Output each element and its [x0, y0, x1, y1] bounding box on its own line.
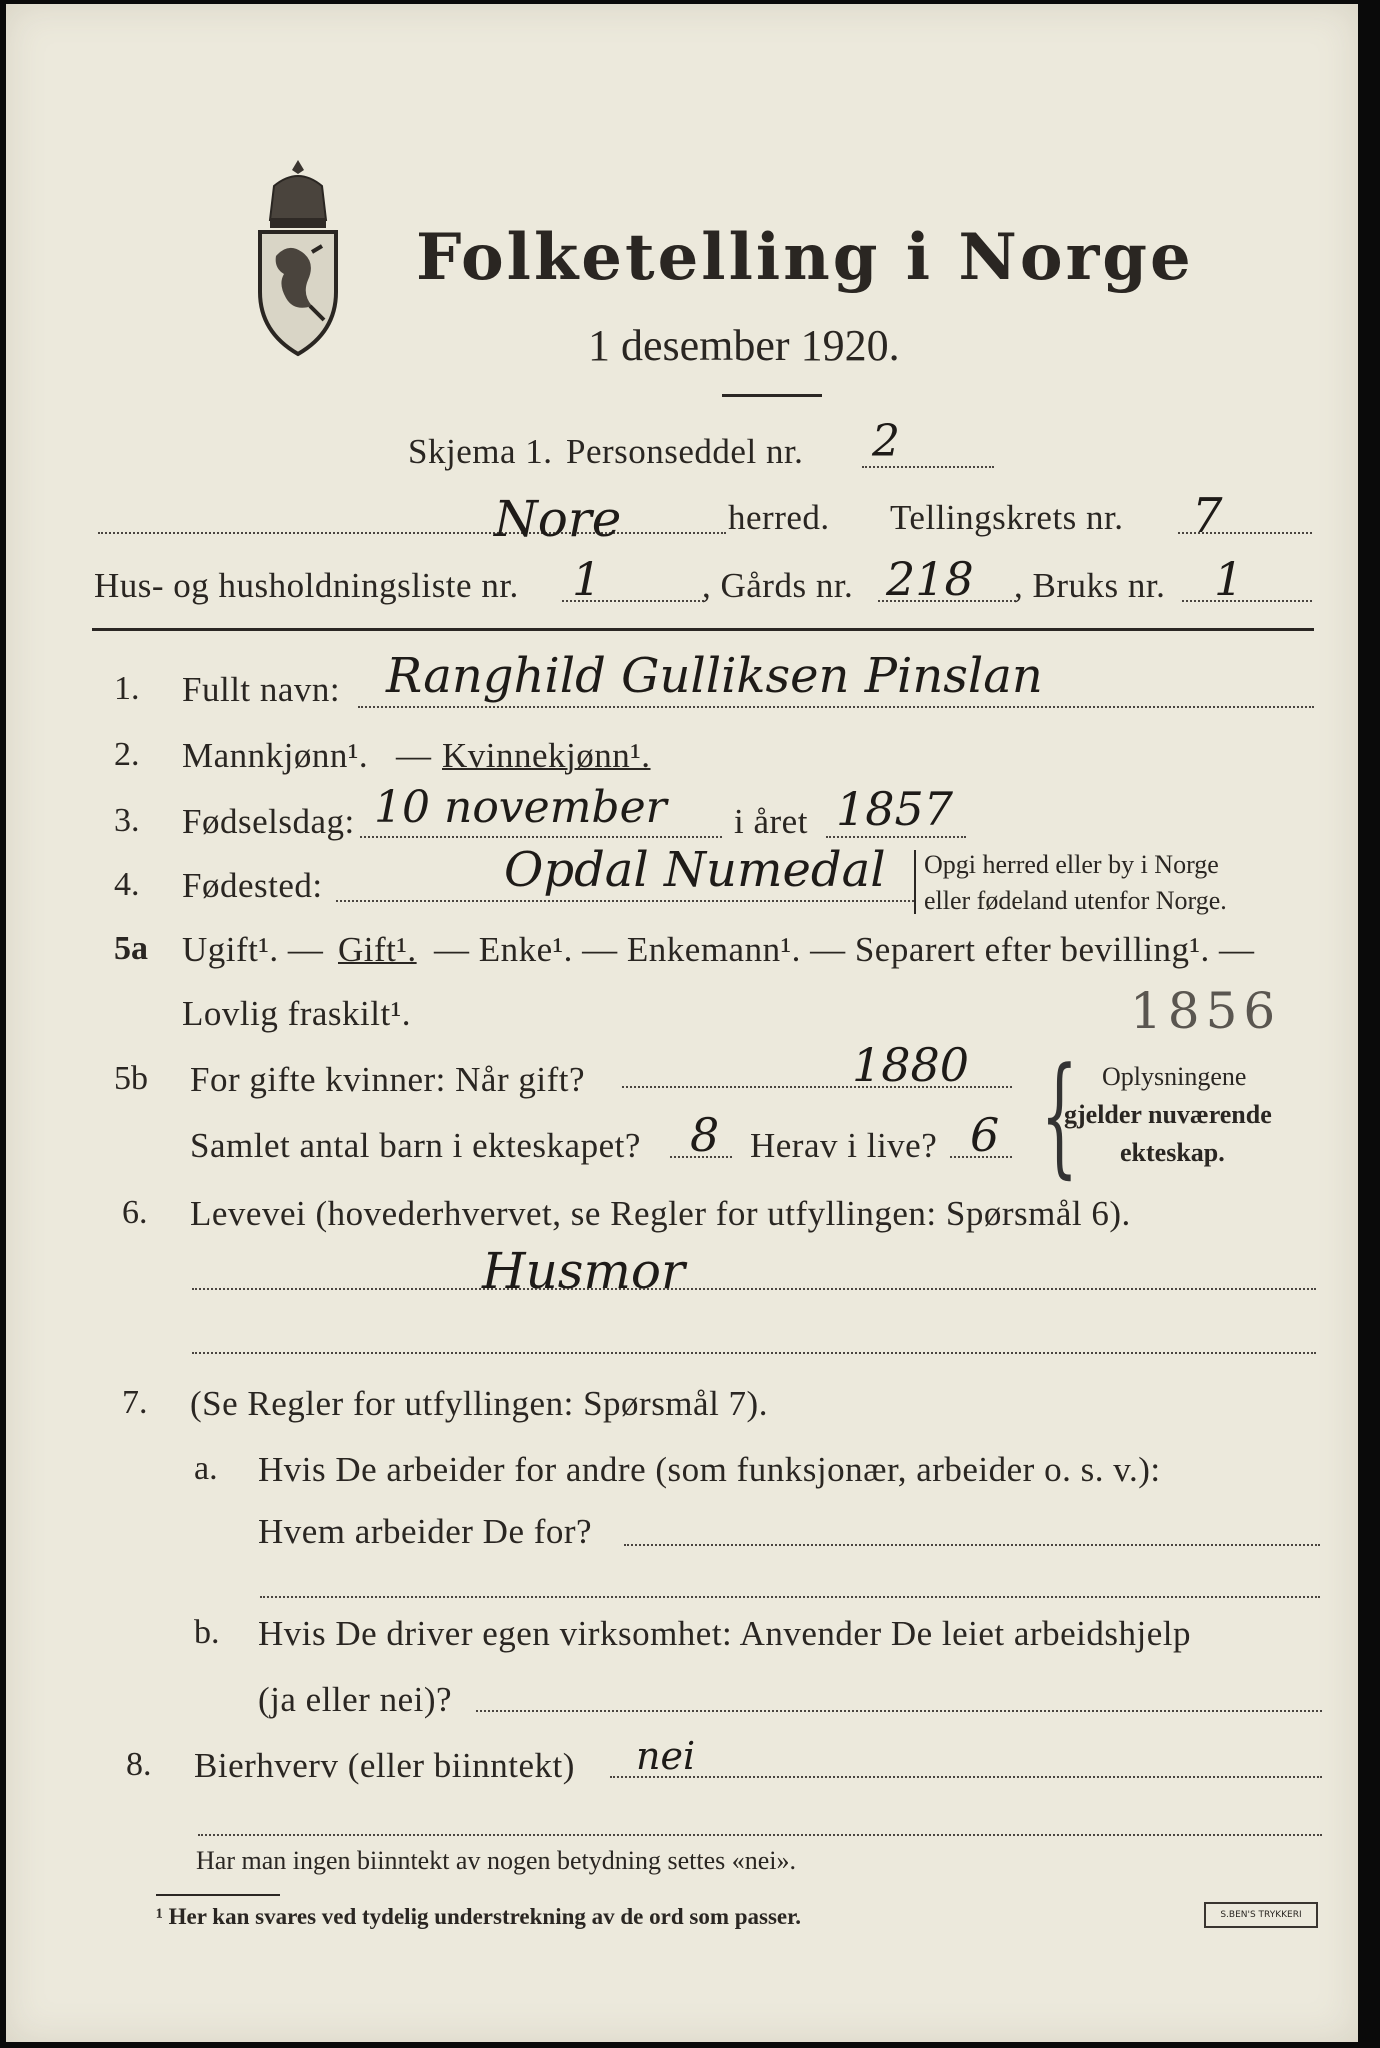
q7a-employer-label: Hvem arbeider De for?	[258, 1512, 593, 1551]
q4-line	[336, 900, 914, 902]
q7-number: 7.	[122, 1384, 148, 1421]
q3-number: 3.	[114, 802, 140, 839]
q5b-children-line	[670, 1156, 732, 1158]
gards-value: 218	[886, 552, 974, 606]
q4-birthplace-value: Opdal Numedal	[504, 842, 886, 898]
q5a-married-option-selected: Gift¹.	[338, 930, 417, 969]
bruks-line	[1182, 600, 1312, 602]
q5b-number: 5b	[114, 1060, 148, 1097]
q3-year-line	[826, 836, 966, 838]
footnote: ¹ Her kan svares ved tydelig understrekning av de ord som passer.	[156, 1904, 801, 1929]
q8-label: Bierhverv (eller biinntekt)	[194, 1746, 575, 1785]
q4-note-bracket	[914, 850, 916, 914]
census-date: 1 desember 1920.	[588, 321, 900, 370]
q5b-alive-label: Herav i live?	[750, 1126, 938, 1165]
gards-label: , Gårds nr.	[702, 566, 854, 605]
q5b-children-label: Samlet antal barn i ekteskapet?	[190, 1126, 641, 1165]
q4-note-line2: eller fødeland utenfor Norge.	[924, 886, 1227, 915]
q5b-marriage-year-value: 1880	[852, 1038, 970, 1092]
q8-line2	[198, 1834, 1322, 1836]
title-divider	[722, 394, 822, 397]
q5b-note-line3: ekteskap.	[1120, 1138, 1225, 1167]
q2-dash: —	[396, 736, 432, 775]
q8-number: 8.	[126, 1746, 152, 1783]
q5a-margin-year: 1856	[1130, 982, 1282, 1040]
printer-stamp	[1204, 1902, 1318, 1928]
herred-value: Nore	[494, 490, 622, 548]
q1-number: 1.	[114, 670, 140, 707]
q6-label: Levevei (hovederhvervet, se Regler for utfyllingen: Spørsmål 6).	[190, 1194, 1131, 1233]
bruks-label: , Bruks nr.	[1014, 566, 1166, 605]
q3-line	[360, 836, 722, 838]
q3-year-value: 1857	[836, 782, 954, 836]
q7b-text: Hvis De driver egen virksomhet: Anvender De leiet arbeidshjelp	[258, 1614, 1191, 1653]
q4-label: Fødested:	[182, 866, 323, 905]
q3-birthday-value: 10 november	[374, 782, 667, 833]
q5a-other-options: — Enke¹. — Enkemann¹. — Separert efter bevilling¹. —	[434, 930, 1255, 969]
q5b-label: For gifte kvinner: Når gift?	[190, 1060, 586, 1099]
q4-note-line1: Opgi herred eller by i Norge	[924, 850, 1219, 879]
husliste-line	[562, 600, 704, 602]
husliste-label: Hus- og husholdningsliste nr.	[94, 566, 519, 605]
bruks-value: 1	[1214, 552, 1244, 606]
q3-label: Fødselsdag:	[182, 802, 355, 841]
schema-label: Skjema 1.	[408, 432, 553, 471]
q5b-line	[622, 1086, 1012, 1088]
herred-line	[98, 532, 726, 534]
q5b-note-line2: gjelder nuværende	[1064, 1100, 1272, 1129]
q1-line	[358, 706, 1314, 708]
tellingskrets-label: Tellingskrets nr.	[890, 498, 1124, 537]
husliste-value: 1	[572, 552, 602, 606]
q2-male-option: Mannkjønn¹.	[182, 736, 369, 775]
personseddel-label: Personseddel nr.	[566, 432, 804, 471]
footer-note: Har man ingen biinntekt av nogen betydning settes «nei».	[196, 1846, 797, 1875]
footnote-divider	[156, 1894, 280, 1896]
q3-year-label: i året	[734, 802, 808, 841]
printer-stamp-text: S.BEN'S TRYKKERI	[1220, 1910, 1302, 1920]
q4-number: 4.	[114, 866, 140, 903]
gards-line	[878, 600, 1016, 602]
q7a-employer-line	[624, 1544, 1320, 1546]
header-divider	[92, 628, 1314, 631]
q5b-alive-value: 6	[970, 1108, 1000, 1162]
q2-number: 2.	[114, 736, 140, 773]
census-form-page	[6, 4, 1358, 2042]
q5a-unmarried-option: Ugift¹. —	[182, 930, 324, 969]
q7b-line	[476, 1710, 1322, 1712]
q5a-number: 5a	[114, 930, 148, 967]
q2-female-option-selected: Kvinnekjønn¹.	[442, 736, 651, 775]
q6-number: 6.	[122, 1194, 148, 1231]
q5b-brace: {	[1040, 1039, 1078, 1191]
q6-occupation-value: Husmor	[482, 1242, 685, 1300]
herred-label: herred.	[728, 498, 830, 537]
q7a-letter: a.	[194, 1450, 218, 1487]
q5b-note-line1: Oplysningene	[1102, 1062, 1247, 1091]
q1-label: Fullt navn:	[182, 670, 341, 709]
q5b-alive-line	[950, 1156, 1012, 1158]
tellingskrets-line	[1178, 532, 1312, 534]
q7a-employer-line2	[260, 1596, 1320, 1598]
form-title: Folketelling i Norge	[416, 220, 1194, 295]
tellingskrets-value: 7	[1192, 488, 1223, 544]
q7b-letter: b.	[194, 1614, 220, 1651]
q5a-divorced-option: Lovlig fraskilt¹.	[182, 994, 411, 1033]
q8-side-income-value: nei	[636, 1734, 696, 1778]
q6-line1	[192, 1288, 1316, 1290]
q8-line	[610, 1776, 1322, 1778]
personseddel-value: 2	[872, 416, 900, 467]
q6-line2	[192, 1352, 1316, 1354]
q7b-hired-help-label: (ja eller nei)?	[258, 1680, 453, 1719]
q7a-text: Hvis De arbeider for andre (som funksjonær, arbeider o. s. v.):	[258, 1450, 1161, 1489]
q7-label: (Se Regler for utfyllingen: Spørsmål 7).	[190, 1384, 768, 1423]
personseddel-line	[862, 466, 994, 468]
q5b-children-value: 8	[690, 1108, 720, 1162]
norwegian-coat-of-arms-icon	[250, 156, 346, 362]
q1-full-name-value: Ranghild Gulliksen Pinslan	[386, 648, 1043, 704]
